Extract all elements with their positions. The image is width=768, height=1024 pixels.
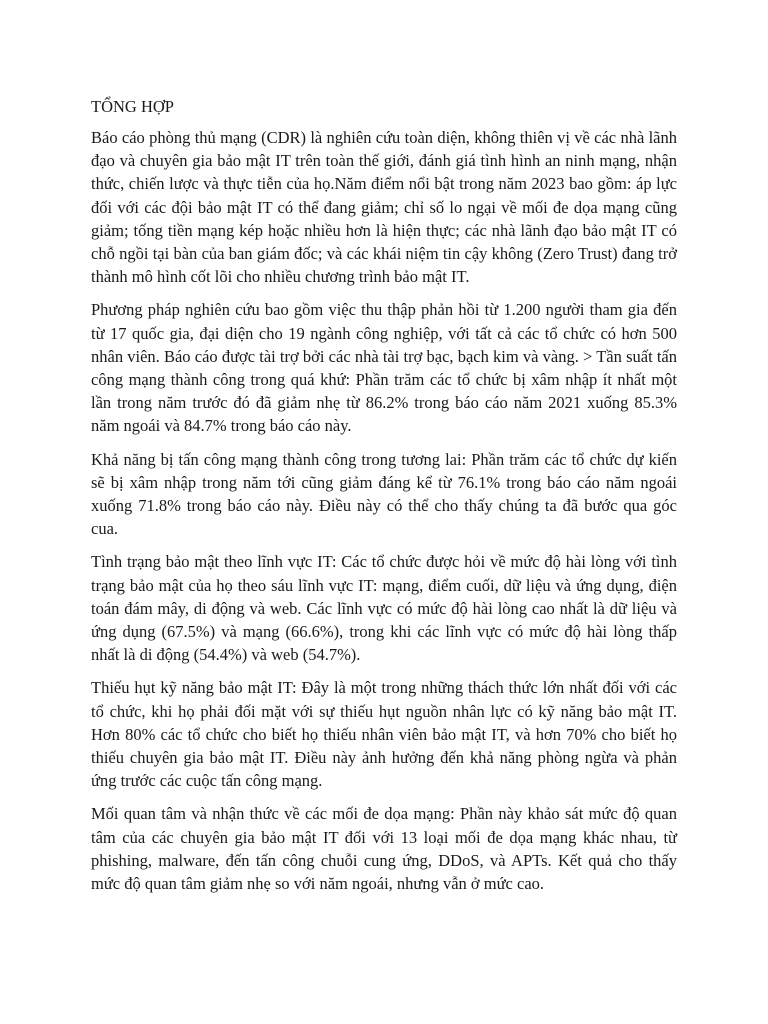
document-heading: TỔNG HỢP — [91, 97, 174, 116]
paragraph-threat-concerns: Mối quan tâm và nhận thức về các mối đe dọa mạng: Phần này khảo sát mức độ quan tâm của các chuyên gia bảo mật IT đối với 13 loại mối đe dọa mạng khác nhau, từ phishing, malware, đến tấn công chuỗi cung ứng, DDoS, và APTs. Kết quả cho thấy mức độ quan tâm giảm nhẹ so với năm ngoái, nhưng vẫn ở mức cao. — [91, 804, 677, 894]
document-page — [91, 95, 677, 905]
paragraph-methodology: Phương pháp nghiên cứu bao gồm việc thu thập phản hồi từ 1.200 người tham gia đến từ 17 quốc gia, đại diện cho 19 ngành công nghiệp, với tất cả các tổ chức có hơn 500 nhân viên. Báo cáo được tài trợ bởi các nhà tài trợ bạc, bạch kim và vàng. > Tần suất tấn công mạng thành công trong quá khứ: Phần trăm các tổ chức bị xâm nhập ít nhất một lần trong năm trước đó đã giảm nhẹ từ 86.2% trong báo cáo năm 2021 xuống 85.3% năm ngoái và 84.7% trong báo cáo này. — [91, 300, 677, 436]
paragraph-skills-shortage: Thiếu hụt kỹ năng bảo mật IT: Đây là một trong những thách thức lớn nhất đối với các tổ chức, khi họ phải đối mặt với sự thiếu hụt nguồn nhân lực có kỹ năng bảo mật IT. Hơn 80% các tổ chức cho biết họ thiếu nhân viên bảo mật IT, và hơn 70% cho biết họ thiếu chuyên gia bảo mật IT. Điều này ảnh hưởng đến khả năng phòng ngừa và phản ứng trước các cuộc tấn công mạng. — [91, 678, 677, 791]
paragraph-security-by-domain: Tình trạng bảo mật theo lĩnh vực IT: Các tổ chức được hỏi về mức độ hài lòng với tình trạng bảo mật của họ theo sáu lĩnh vực IT: mạng, điểm cuối, dữ liệu và ứng dụng, điện toán đám mây, di động và web. Các lĩnh vực có mức độ hài lòng cao nhất là dữ liệu và ứng dụng (67.5%) và mạng (66.6%), trong khi các lĩnh vực có mức độ hài lòng thấp nhất là di động (54.4%) và web (54.7%). — [91, 552, 677, 665]
paragraph-summary: Báo cáo phòng thủ mạng (CDR) là nghiên cứu toàn diện, không thiên vị về các nhà lãnh đạo và chuyên gia bảo mật IT trên toàn thế giới, đánh giá tình hình an ninh mạng, nhận thức, chiến lược và thực tiễn của họ.Năm điểm nổi bật trong năm 2023 bao gồm: áp lực đối với các đội bảo mật IT có thể đang giảm; chỉ số lo ngại về mối đe dọa mạng cũng giảm; tống tiền mạng kép hoặc nhiều hơn là hiện thực; các nhà lãnh đạo bảo mật IT có chỗ ngồi tại bàn của ban giám đốc; và các khái niệm tin cậy không (Zero Trust) đang trở thành mô hình cốt lõi cho nhiều chương trình bảo mật IT. — [91, 128, 677, 287]
paragraph-future-attacks: Khả năng bị tấn công mạng thành công trong tương lai: Phần trăm các tổ chức dự kiến sẽ bị xâm nhập trong năm tới cũng giảm đáng kể từ 76.1% trong báo cáo năm ngoái xuống 71.8% trong báo cáo này. Điều này có thể cho thấy chúng ta đã bước qua góc cua. — [91, 449, 677, 539]
